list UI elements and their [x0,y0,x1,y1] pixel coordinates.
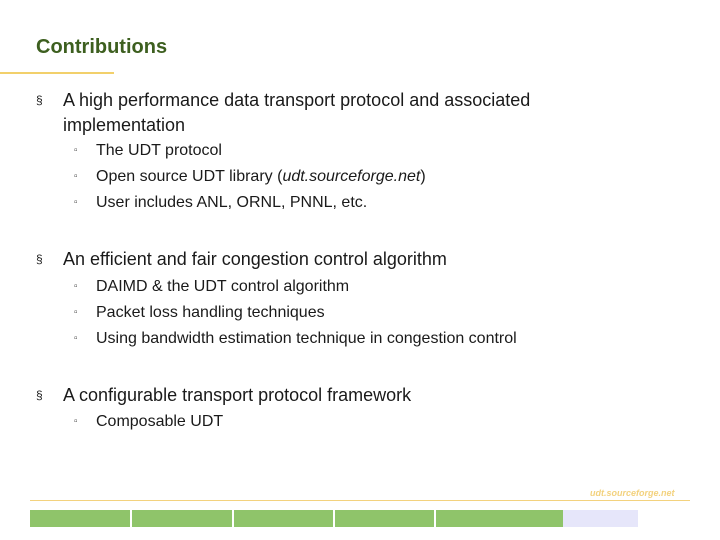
bullet-3-text: A configurable transport protocol framework [63,385,412,405]
sub-bullet-marker: ▫ [74,307,78,318]
sub-bullet-text: The UDT protocol [96,142,222,159]
bullet-3-marker: § [36,388,43,402]
sub-bullet-marker: ▫ [74,171,78,182]
bullet-2 [36,247,636,272]
bullet-1-marker: § [36,93,43,107]
bullet-3 [36,383,636,408]
footer-color-bar [30,510,638,527]
footer-bar-segment [436,510,563,527]
slide-title: Contributions [36,36,168,58]
sub-bullet-marker: ▫ [74,416,78,427]
footer-bar-segment [30,510,130,527]
sub-bullet-text: DAIMD & the UDT control algorithm [96,278,350,295]
sub-bullet-text: Using bandwidth estimation technique in congestion control [96,330,517,347]
footer-bar-segment [132,510,232,527]
sub-bullet-text-end: ) [420,168,426,185]
footer-bar-segment [335,510,434,527]
sub-bullet-text: User includes ANL, ORNL, PNNL, etc. [96,194,368,211]
bullet-2-text: An efficient and fair congestion control algorithm [63,249,447,269]
bullet-1-text: A high performance data transport protocol and associated implementation [63,90,531,135]
bullet-1 [36,88,636,138]
bullet-2-marker: § [36,252,43,266]
sub-bullet-text: Composable UDT [96,413,224,430]
sub-bullet-text [96,167,426,187]
sub-bullet-marker: ▫ [74,281,78,292]
footer-bar-segment [563,510,638,527]
footer-url: udt.sourceforge.net [590,488,675,498]
sub-bullet-marker: ▫ [74,333,78,344]
title-underline [0,72,114,74]
footer-divider [30,500,690,501]
sub-bullet-link-text: udt.sourceforge.net [282,168,421,185]
sub-bullet-text-start: Open source UDT library ( [96,168,283,185]
sub-bullet-marker: ▫ [74,145,78,156]
sub-bullet-marker: ▫ [74,197,78,208]
sub-bullet-text: Packet loss handling techniques [96,304,325,321]
footer-bar-segment [234,510,333,527]
